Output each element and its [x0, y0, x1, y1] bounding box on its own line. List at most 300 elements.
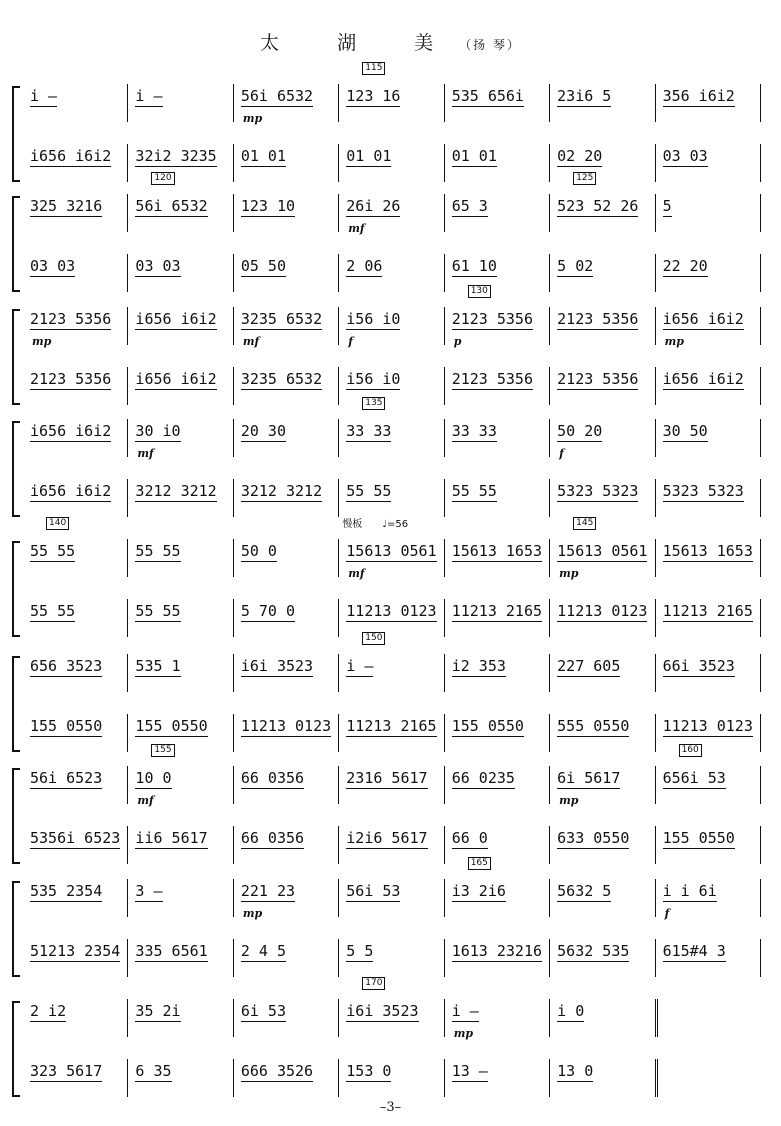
measure-notes — [557, 481, 652, 521]
dynamic-marking: mp — [559, 567, 579, 580]
measure-notes — [346, 1061, 441, 1101]
measure-notes — [30, 828, 125, 868]
jianpu-notes: 523 52 26 — [557, 197, 639, 215]
jianpu-notes: i656 i6i2 — [662, 370, 744, 388]
measure-notes — [557, 941, 652, 981]
measure-notes — [452, 716, 547, 756]
measure-notes — [663, 86, 758, 126]
jianpu-notes: 56i 53 — [346, 882, 401, 900]
bar-line — [444, 599, 445, 637]
jianpu-notes: i 0 — [557, 1002, 585, 1020]
bar-line — [760, 84, 761, 122]
bar-line — [233, 1059, 234, 1097]
score-system — [12, 518, 764, 645]
dynamic-marking: mf — [137, 794, 154, 807]
measure-notes — [30, 601, 125, 641]
bar-line — [655, 479, 656, 517]
jianpu-notes: 01 01 — [451, 147, 497, 165]
measure-notes — [663, 828, 758, 868]
bar-line — [338, 194, 339, 232]
bar-line — [338, 367, 339, 405]
jianpu-notes: 11213 2165 — [662, 602, 753, 620]
measure-notes — [557, 309, 652, 349]
measure-notes — [452, 768, 547, 808]
measure-notes — [241, 601, 336, 641]
measure-notes — [241, 1061, 336, 1101]
jianpu-notes: 15613 1653 — [451, 542, 543, 560]
score-system — [12, 745, 764, 872]
jianpu-notes: 5323 5323 — [557, 482, 639, 500]
bar-line — [127, 714, 128, 752]
system-brace — [12, 1001, 20, 1097]
jianpu-notes: 6 35 — [135, 1062, 172, 1080]
jianpu-notes: 335 6561 — [135, 942, 208, 960]
bar-line — [655, 419, 656, 457]
dynamic-marking: f — [664, 907, 670, 920]
measure-notes — [241, 828, 336, 868]
bar-line — [549, 654, 550, 692]
bar-line — [760, 766, 761, 804]
measure-notes — [663, 716, 758, 756]
bar-line — [233, 479, 234, 517]
jianpu-notes: 11213 0123 — [240, 717, 332, 735]
measure-notes — [557, 881, 652, 921]
bar-line — [655, 939, 656, 977]
jianpu-notes: 13 — — [451, 1062, 488, 1080]
bar-line — [338, 654, 339, 692]
bar-line — [127, 419, 128, 457]
dynamic-marking: mp — [242, 112, 263, 125]
jianpu-notes: 01 01 — [240, 147, 286, 165]
bar-line — [338, 419, 339, 457]
jianpu-notes: 323 5617 — [30, 1062, 103, 1080]
jianpu-notes: 535 1 — [135, 657, 181, 675]
title-text: 太 湖 美 — [260, 32, 460, 54]
measure-notes — [346, 656, 441, 696]
measure-notes — [135, 309, 230, 349]
jianpu-notes: 03 03 — [662, 147, 708, 165]
lower-staff — [26, 710, 764, 756]
jianpu-notes: 55 55 — [30, 542, 76, 560]
jianpu-notes: 555 0550 — [557, 717, 630, 735]
jianpu-notes: 15613 0561 — [346, 542, 437, 560]
measure-notes — [346, 309, 441, 349]
measure-notes — [663, 881, 758, 921]
jianpu-notes: 66 0 — [451, 829, 488, 847]
dynamic-marking: mf — [348, 567, 365, 580]
measure-number: 120 — [151, 172, 174, 185]
bar-line — [549, 254, 550, 292]
bar-line — [233, 766, 234, 804]
jianpu-notes: 26i 26 — [346, 197, 401, 215]
score-system — [12, 398, 764, 525]
bar-line — [655, 367, 656, 405]
jianpu-notes: 66 0356 — [240, 829, 305, 847]
bar-line — [338, 254, 339, 292]
bar-line — [338, 84, 339, 122]
measure-notes — [241, 768, 336, 808]
bar-line — [549, 599, 550, 637]
bar-line — [233, 307, 234, 345]
measure-notes — [30, 369, 125, 409]
jianpu-notes: 20 30 — [240, 422, 286, 440]
jianpu-notes: i — — [30, 87, 58, 105]
jianpu-notes: 01 01 — [346, 147, 392, 165]
measure-notes — [663, 369, 758, 409]
jianpu-notes: 2123 5356 — [451, 370, 533, 388]
jianpu-notes: 656i 53 — [662, 769, 726, 787]
bar-line — [549, 194, 550, 232]
jianpu-notes: 11213 2165 — [451, 602, 543, 620]
measure-notes — [30, 881, 125, 921]
jianpu-notes: 2316 5617 — [346, 769, 428, 787]
score-system — [12, 858, 764, 985]
bar-line — [760, 307, 761, 345]
bar-line — [655, 826, 656, 864]
jianpu-notes: ii6 5617 — [135, 829, 208, 847]
measure-notes — [30, 256, 125, 296]
measure-notes — [557, 716, 652, 756]
measure-notes — [135, 481, 230, 521]
jianpu-notes: 3212 3212 — [240, 482, 323, 500]
bar-line — [338, 599, 339, 637]
bar-line — [760, 144, 761, 182]
upper-staff — [26, 650, 764, 696]
bar-line — [444, 939, 445, 977]
jianpu-notes: 61 10 — [451, 257, 497, 275]
measure-notes — [30, 941, 125, 981]
bar-line — [655, 539, 656, 577]
score-system — [12, 63, 764, 190]
jianpu-notes: 221 23 — [240, 882, 296, 900]
measure-notes — [346, 369, 441, 409]
measure-notes — [135, 541, 230, 581]
bar-line — [338, 539, 339, 577]
measure-notes — [135, 369, 230, 409]
jianpu-notes: 615#4 3 — [662, 942, 726, 960]
measure-notes — [241, 369, 336, 409]
bar-line — [655, 654, 656, 692]
bar-line — [127, 479, 128, 517]
bar-line — [760, 479, 761, 517]
measure-notes — [346, 86, 441, 126]
bar-line — [760, 826, 761, 864]
bar-line — [338, 714, 339, 752]
jianpu-notes: 633 0550 — [557, 829, 630, 847]
bar-line — [760, 714, 761, 752]
jianpu-notes: 6i 5617 — [557, 769, 621, 787]
upper-staff — [26, 190, 764, 236]
measure-notes — [452, 541, 547, 581]
bar-line — [760, 419, 761, 457]
jianpu-notes: i i 6i — [662, 882, 717, 900]
bar-line — [444, 1059, 445, 1097]
jianpu-notes: 03 03 — [30, 257, 76, 275]
lower-staff — [26, 935, 764, 981]
lower-staff — [26, 363, 764, 409]
dynamic-marking: mp — [453, 1027, 474, 1040]
dynamic-marking: mp — [664, 335, 684, 348]
jianpu-notes: 66i 3523 — [662, 657, 735, 675]
upper-staff — [26, 535, 764, 581]
jianpu-notes: i656 i6i2 — [30, 422, 112, 440]
jianpu-notes: 30 50 — [662, 422, 708, 440]
bar-line — [233, 599, 234, 637]
measure-notes — [452, 1061, 547, 1101]
measure-notes — [241, 256, 336, 296]
jianpu-notes: 50 20 — [557, 422, 603, 440]
score-system — [12, 633, 764, 760]
bar-line — [127, 539, 128, 577]
measure-notes — [663, 541, 758, 581]
bar-line — [338, 879, 339, 917]
jianpu-notes: 155 0550 — [135, 717, 208, 735]
jianpu-notes: 11213 0123 — [346, 602, 437, 620]
system-brace — [12, 881, 20, 977]
jianpu-notes: 5 5 — [346, 942, 374, 960]
measure-notes — [135, 196, 230, 236]
jianpu-notes: 55 55 — [135, 542, 181, 560]
bar-line — [444, 419, 445, 457]
measure-notes — [557, 196, 652, 236]
bar-line — [127, 654, 128, 692]
measure-notes — [30, 1061, 125, 1101]
dynamic-marking: mp — [559, 794, 579, 807]
jianpu-notes: 5632 5 — [557, 882, 612, 900]
measure-number: 130 — [468, 285, 491, 298]
measure-notes — [452, 656, 547, 696]
measure-notes — [135, 941, 230, 981]
jianpu-notes: 03 03 — [135, 257, 181, 275]
jianpu-notes: 123 10 — [240, 197, 296, 215]
measure-notes — [30, 1001, 125, 1041]
bar-line — [444, 254, 445, 292]
measure-notes — [346, 1001, 441, 1041]
jianpu-notes: i656 i6i2 — [30, 147, 112, 165]
jianpu-notes: 155 0550 — [451, 717, 524, 735]
jianpu-notes: 535 2354 — [30, 882, 103, 900]
jianpu-notes: 11213 0123 — [557, 602, 648, 620]
measure-notes — [557, 421, 652, 461]
dynamic-marking: f — [348, 335, 354, 348]
measure-notes — [452, 196, 547, 236]
measure-notes — [663, 421, 758, 461]
measure-number: 165 — [468, 857, 491, 870]
jianpu-notes: 1613 23216 — [451, 942, 543, 960]
measure-number: 125 — [573, 172, 596, 185]
measure-notes — [30, 768, 125, 808]
lower-staff — [26, 595, 764, 641]
jianpu-notes: 51213 2354 — [30, 942, 121, 960]
measure-number: 150 — [362, 632, 385, 645]
jianpu-notes: 66 0356 — [240, 769, 305, 787]
bar-line — [444, 194, 445, 232]
jianpu-notes: i3 2i6 — [451, 882, 506, 900]
bar-line — [127, 766, 128, 804]
score-system — [12, 286, 764, 413]
bar-line — [760, 539, 761, 577]
upper-staff — [26, 303, 764, 349]
measure-notes — [557, 1001, 652, 1041]
measure-notes — [452, 421, 547, 461]
jianpu-notes: 22 20 — [662, 257, 708, 275]
bar-line — [127, 939, 128, 977]
measure-number: 160 — [679, 744, 702, 757]
bar-line — [655, 879, 656, 917]
bar-line — [233, 826, 234, 864]
measure-notes — [557, 256, 652, 296]
jianpu-notes: 325 3216 — [30, 197, 103, 215]
jianpu-notes: 3212 3212 — [135, 482, 217, 500]
bar-line — [233, 84, 234, 122]
jianpu-notes: 10 0 — [135, 769, 172, 787]
measure-notes — [663, 481, 758, 521]
score-system — [12, 978, 764, 1105]
measure-notes — [346, 716, 441, 756]
jianpu-notes: i656 i6i2 — [662, 310, 744, 328]
jianpu-notes: 5323 5323 — [662, 482, 744, 500]
measure-notes — [346, 881, 441, 921]
jianpu-notes: 535 656i — [451, 87, 524, 105]
jianpu-notes: 5632 535 — [557, 942, 630, 960]
measure-notes — [663, 768, 758, 808]
jianpu-notes: 55 55 — [451, 482, 497, 500]
bar-line — [760, 654, 761, 692]
bar-line — [549, 539, 550, 577]
bar-line — [127, 999, 128, 1037]
jianpu-notes: 30 i0 — [135, 422, 181, 440]
jianpu-notes: 66 0235 — [451, 769, 515, 787]
jianpu-notes: 656 3523 — [30, 657, 103, 675]
measure-notes — [346, 828, 441, 868]
bar-line — [444, 879, 445, 917]
measure-notes — [346, 601, 441, 641]
jianpu-notes: 666 3526 — [240, 1062, 314, 1080]
measure-notes — [241, 1001, 336, 1041]
bar-line — [233, 939, 234, 977]
bar-line — [338, 1059, 339, 1097]
bar-line — [127, 1059, 128, 1097]
page-title — [0, 28, 781, 55]
bar-line — [549, 999, 550, 1037]
measure-notes — [30, 481, 125, 521]
measure-notes — [241, 196, 336, 236]
jianpu-notes: 23i6 5 — [557, 87, 612, 105]
bar-line — [760, 879, 761, 917]
bar-line — [127, 826, 128, 864]
jianpu-notes: i — — [346, 657, 374, 675]
jianpu-notes: i656 i6i2 — [135, 310, 217, 328]
system-brace — [12, 768, 20, 864]
upper-staff — [26, 875, 764, 921]
measure-notes — [30, 541, 125, 581]
jianpu-notes: 2123 5356 — [557, 370, 639, 388]
bar-line — [444, 539, 445, 577]
jianpu-notes: 55 55 — [135, 602, 181, 620]
bar-line — [338, 307, 339, 345]
jianpu-notes: 3235 6532 — [240, 370, 323, 388]
jianpu-notes: 56i 6532 — [135, 197, 208, 215]
jianpu-notes: 11213 2165 — [346, 717, 437, 735]
bar-line — [655, 1059, 661, 1097]
bar-line — [338, 939, 339, 977]
bar-line — [655, 714, 656, 752]
measure-notes — [346, 941, 441, 981]
jianpu-notes: 50 0 — [240, 542, 277, 560]
bar-line — [760, 939, 761, 977]
bar-line — [549, 879, 550, 917]
bar-line — [233, 367, 234, 405]
score-system — [12, 173, 764, 300]
jianpu-notes: 32i2 3235 — [135, 147, 217, 165]
measure-notes — [135, 1061, 230, 1101]
jianpu-notes: i656 i6i2 — [30, 482, 112, 500]
measure-notes — [241, 541, 336, 581]
dynamic-marking: mp — [32, 335, 52, 348]
bar-line — [233, 999, 234, 1037]
measure-notes — [135, 828, 230, 868]
upper-staff — [26, 80, 764, 126]
bar-line — [549, 307, 550, 345]
measure-number: 135 — [362, 397, 385, 410]
system-brace — [12, 86, 20, 182]
jianpu-notes: 155 0550 — [662, 829, 735, 847]
lower-staff — [26, 822, 764, 868]
bar-line — [444, 714, 445, 752]
jianpu-notes: 2123 5356 — [30, 310, 112, 328]
measure-notes — [30, 656, 125, 696]
measure-notes — [135, 86, 230, 126]
jianpu-notes: 05 50 — [240, 257, 286, 275]
measure-notes — [452, 941, 547, 981]
bar-line — [127, 879, 128, 917]
jianpu-notes: 5 02 — [557, 257, 594, 275]
jianpu-notes: 11213 0123 — [662, 717, 753, 735]
jianpu-notes: 356 i6i2 — [662, 87, 735, 105]
jianpu-notes: 6i 53 — [240, 1002, 286, 1020]
measure-notes — [663, 941, 758, 981]
measure-notes — [557, 1061, 652, 1101]
bar-line — [760, 254, 761, 292]
measure-notes — [241, 716, 336, 756]
bar-line — [760, 599, 761, 637]
jianpu-notes: 5 — [662, 197, 672, 215]
measure-notes — [346, 421, 441, 461]
measure-notes — [557, 828, 652, 868]
measure-notes — [663, 601, 758, 641]
system-brace — [12, 541, 20, 637]
measure-notes — [30, 86, 125, 126]
bar-line — [760, 367, 761, 405]
bar-line — [233, 539, 234, 577]
lower-staff — [26, 250, 764, 296]
measure-number: 155 — [151, 744, 174, 757]
jianpu-notes: 123 16 — [346, 87, 401, 105]
jianpu-notes: 02 20 — [557, 147, 603, 165]
lower-staff — [26, 1055, 764, 1101]
measure-number: 145 — [573, 517, 596, 530]
dynamic-marking: mf — [137, 447, 154, 460]
jianpu-notes: 227 605 — [557, 657, 621, 675]
measure-notes — [557, 656, 652, 696]
measure-notes — [241, 421, 336, 461]
measure-notes — [30, 716, 125, 756]
bar-line — [338, 999, 339, 1037]
measure-notes — [30, 421, 125, 461]
bar-line — [549, 1059, 550, 1097]
bar-line — [127, 307, 128, 345]
measure-number: 140 — [46, 517, 69, 530]
